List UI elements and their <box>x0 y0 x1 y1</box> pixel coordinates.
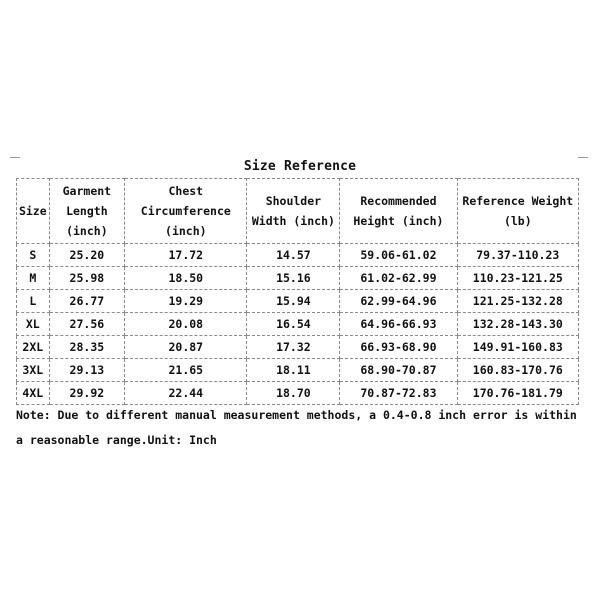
height-cell: 61.02-62.99 <box>340 267 457 290</box>
height-cell: 62.99-64.96 <box>340 290 457 313</box>
size-chart-table <box>16 178 579 405</box>
size-cell: 2XL <box>17 336 50 359</box>
size-cell: L <box>17 290 50 313</box>
header-size: Size <box>17 179 50 244</box>
right-divider-tick <box>578 157 588 158</box>
weight-cell: 160.83-170.76 <box>457 359 578 382</box>
shoulder-cell: 14.57 <box>247 244 340 267</box>
garment-length-cell: 26.77 <box>49 290 124 313</box>
chest-cell: 21.65 <box>125 359 247 382</box>
weight-cell: 132.28-143.30 <box>457 313 578 336</box>
size-cell: S <box>17 244 50 267</box>
table-row <box>17 382 579 405</box>
size-cell: M <box>17 267 50 290</box>
garment-length-cell: 25.20 <box>49 244 124 267</box>
garment-length-cell: 25.98 <box>49 267 124 290</box>
chest-cell: 20.08 <box>125 313 247 336</box>
size-reference-title: Size Reference <box>243 159 357 174</box>
height-cell: 64.96-66.93 <box>340 313 457 336</box>
garment-length-cell: 29.13 <box>49 359 124 382</box>
header-recommended-height: Recommended Height (inch) <box>340 179 457 244</box>
table-row <box>17 290 579 313</box>
shoulder-cell: 16.54 <box>247 313 340 336</box>
shoulder-cell: 18.70 <box>247 382 340 405</box>
height-cell: 66.93-68.90 <box>340 336 457 359</box>
table-row <box>17 267 579 290</box>
chest-cell: 19.29 <box>125 290 247 313</box>
weight-cell: 170.76-181.79 <box>457 382 578 405</box>
shoulder-cell: 17.32 <box>247 336 340 359</box>
shoulder-cell: 15.94 <box>247 290 340 313</box>
height-cell: 70.87-72.83 <box>340 382 457 405</box>
table-row <box>17 244 579 267</box>
garment-length-cell: 28.35 <box>49 336 124 359</box>
table-header-row <box>17 179 579 244</box>
header-reference-weight: Reference Weight (lb) <box>457 179 578 244</box>
left-divider-tick <box>10 157 20 158</box>
measurement-note: Note: Due to different manual measurement methods, a 0.4-0.8 inch error is within a reasonable range.Unit: Inch <box>16 408 577 447</box>
table-row <box>17 359 579 382</box>
weight-cell: 121.25-132.28 <box>457 290 578 313</box>
size-cell: XL <box>17 313 50 336</box>
weight-cell: 79.37-110.23 <box>457 244 578 267</box>
garment-length-cell: 27.56 <box>49 313 124 336</box>
size-cell: 4XL <box>17 382 50 405</box>
chest-cell: 20.87 <box>125 336 247 359</box>
chest-cell: 17.72 <box>125 244 247 267</box>
table-row <box>17 313 579 336</box>
shoulder-cell: 18.11 <box>247 359 340 382</box>
chest-cell: 18.50 <box>125 267 247 290</box>
weight-cell: 110.23-121.25 <box>457 267 578 290</box>
header-shoulder-width: Shoulder Width (inch) <box>247 179 340 244</box>
height-cell: 68.90-70.87 <box>340 359 457 382</box>
shoulder-cell: 15.16 <box>247 267 340 290</box>
chest-cell: 22.44 <box>125 382 247 405</box>
weight-cell: 149.91-160.83 <box>457 336 578 359</box>
size-cell: 3XL <box>17 359 50 382</box>
table-row <box>17 336 579 359</box>
garment-length-cell: 29.92 <box>49 382 124 405</box>
header-garment-length: Garment Length (inch) <box>49 179 124 244</box>
header-chest-circumference: Chest Circumference (inch) <box>125 179 247 244</box>
height-cell: 59.06-61.02 <box>340 244 457 267</box>
